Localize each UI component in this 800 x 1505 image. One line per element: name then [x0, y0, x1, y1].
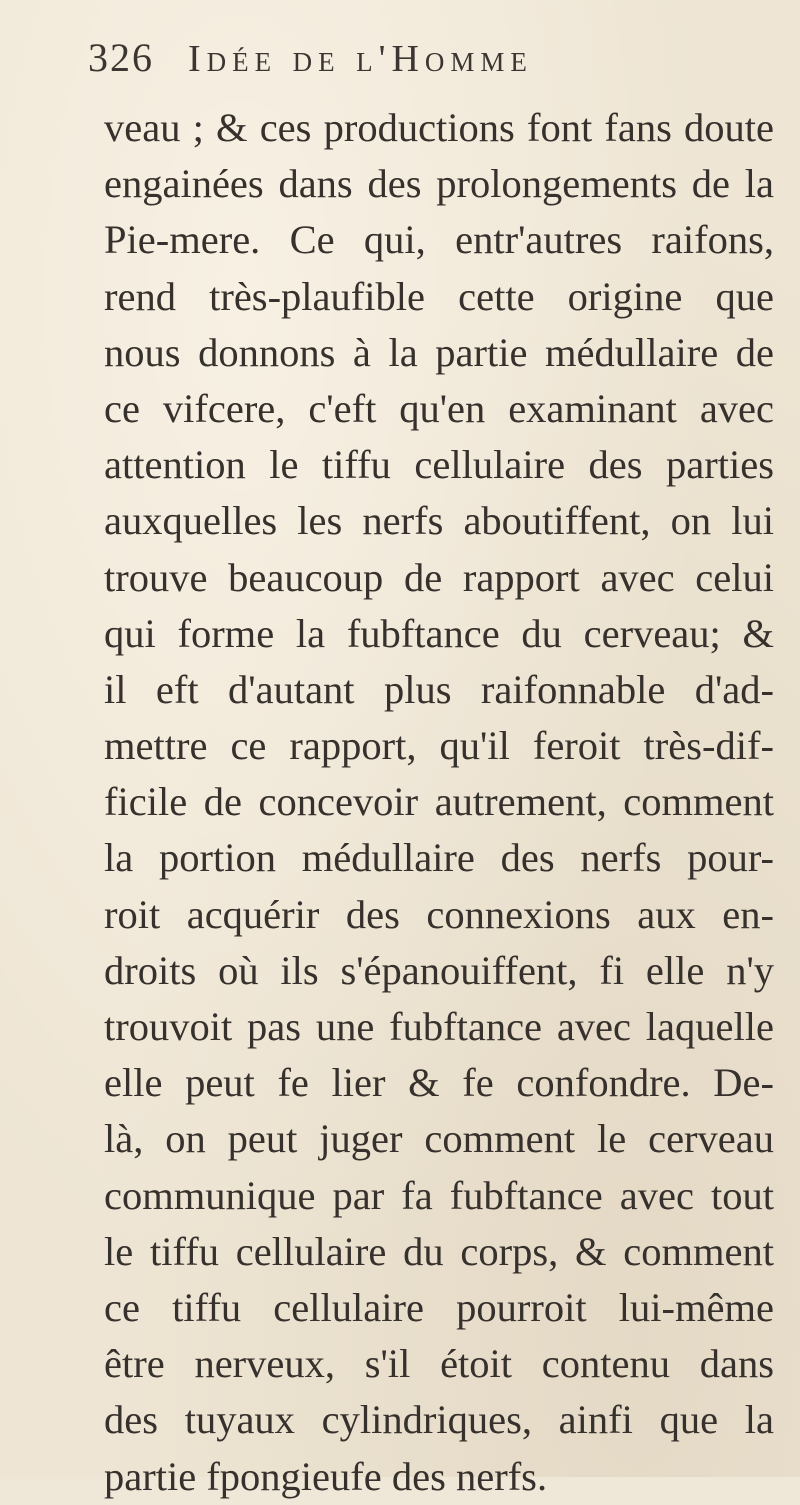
- body-text: [104, 100, 774, 1505]
- text-line: ficile de concevoir autrement, comment: [104, 779, 774, 825]
- text-line: roit acquérir des connexions aux en-: [104, 891, 774, 937]
- text-line: partie fpongieufe des nerfs.: [104, 1453, 548, 1499]
- text-line: communique par fa fubftance avec tout: [104, 1172, 774, 1218]
- text-line: le tiffu cellulaire du corps, & comment: [104, 1228, 774, 1274]
- text-line: rend très-plaufible cette origine que: [104, 273, 774, 319]
- text-line: attention le tiffu cellulaire des parties: [104, 442, 774, 488]
- text-line: trouve beaucoup de rapport avec celui: [104, 554, 774, 600]
- text-line: nous donnons à la partie médullaire de: [104, 329, 774, 375]
- text-line: être nerveux, s'il étoit contenu dans: [104, 1341, 774, 1387]
- text-line: elle peut fe lier & fe confondre. De-: [104, 1060, 774, 1106]
- text-line: Pie-mere. Ce qui, entr'autres raifons,: [104, 217, 774, 263]
- text-line: mettre ce rapport, qu'il feroit très-dif-: [104, 723, 774, 769]
- text-line: des tuyaux cylindriques, ainfi que la: [104, 1397, 774, 1443]
- text-line: veau ; & ces productions font fans doute: [104, 105, 774, 150]
- text-line: ce tiffu cellulaire pourroit lui-même: [104, 1284, 774, 1330]
- text-line: il eft d'autant plus raifonnable d'ad-: [104, 666, 774, 712]
- text-line: engainées dans des prolongements de la: [104, 161, 774, 207]
- text-line: là, on peut juger comment le cerveau: [104, 1116, 774, 1162]
- text-line: ce vifcere, c'eft qu'en examinant avec: [104, 385, 774, 431]
- running-title: Idée de l'Homme: [188, 38, 533, 80]
- text-line: la portion médullaire des nerfs pour-: [104, 835, 774, 881]
- page-header: [88, 34, 533, 90]
- page-number: 326: [88, 35, 154, 80]
- text-line: droits où ils s'épanouiffent, fi elle n'y: [104, 947, 774, 993]
- text-line: auxquelles les nerfs aboutiffent, on lui: [104, 498, 774, 544]
- text-line: trouvoit pas une fubftance avec laquelle: [104, 1004, 774, 1049]
- text-line: qui forme la fubftance du cerveau; &: [104, 610, 774, 656]
